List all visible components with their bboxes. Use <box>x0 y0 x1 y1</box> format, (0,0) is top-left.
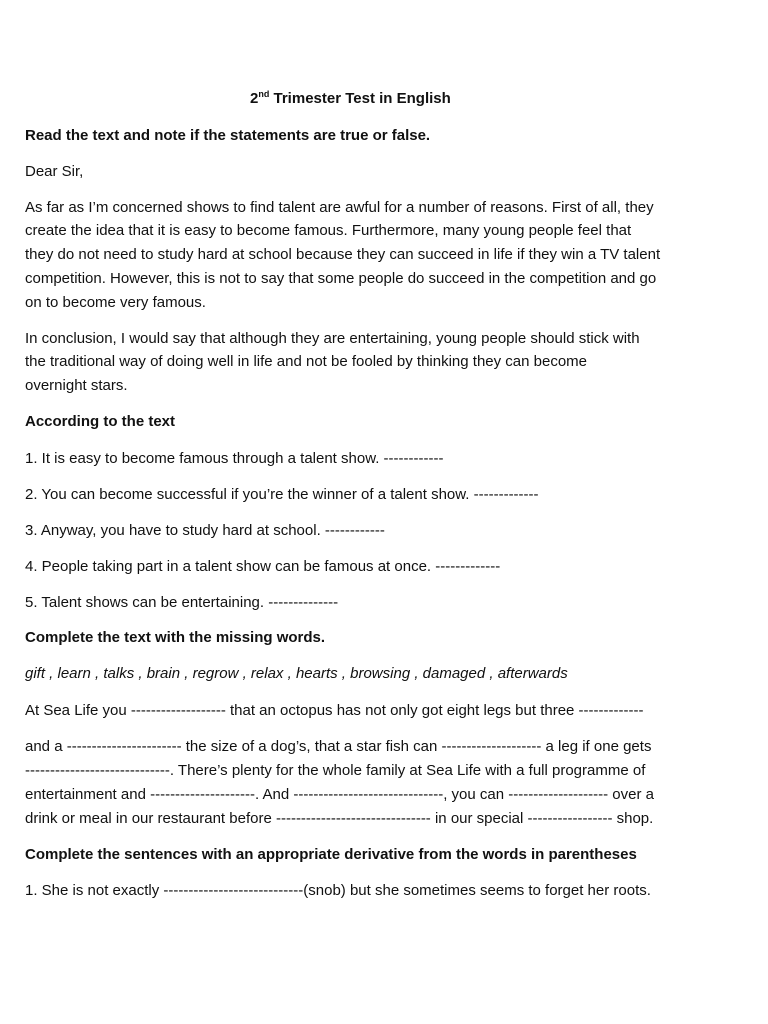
statement-3: 3. Anyway, you have to study hard at school. ------------ <box>25 522 385 539</box>
statement-1: 1. It is easy to become famous through a talent show. ------------ <box>25 450 444 467</box>
instruction-derivatives: Complete the sentences with an appropriate derivative from the words in parentheses <box>25 846 637 863</box>
letter-salutation: Dear Sir, <box>25 163 84 180</box>
page-title <box>250 90 451 108</box>
title-text: Trimester Test in English <box>269 90 451 107</box>
statement-4: 4. People taking part in a talent show can be famous at once. ------------- <box>25 558 501 575</box>
title-ordinal-suffix: nd <box>258 89 270 99</box>
cloze-line: entertainment and ---------------------. And ------------------------------, you can -------------------- over a <box>25 786 654 803</box>
instruction-missing-words: Complete the text with the missing words. <box>25 629 326 646</box>
letter-paragraph-2-line: overnight stars. <box>25 377 128 394</box>
statement-5: 5. Talent shows can be entertaining. -------------- <box>25 594 339 611</box>
cloze-line: drink or meal in our restaurant before ------------------------------- in our special ----------------- shop. <box>25 810 654 827</box>
letter-paragraph-1-line: on to become very famous. <box>25 294 206 311</box>
letter-paragraph-1-line: As far as I’m concerned shows to find talent are awful for a number of reasons. First of all, they <box>25 199 654 216</box>
cloze-line: At Sea Life you ------------------- that an octopus has not only got eight legs but three ------------- <box>25 702 644 719</box>
cloze-line: -----------------------------. There’s plenty for the whole family at Sea Life with a full programme of <box>25 762 646 779</box>
letter-paragraph-2-line: the traditional way of doing well in life and not be fooled by thinking they can become <box>25 353 588 370</box>
letter-paragraph-2-line: In conclusion, I would say that although they are entertaining, young people should stick with <box>25 330 640 347</box>
letter-paragraph-1-line: they do not need to study hard at school because they can succeed in life if they win a TV talent <box>25 246 661 263</box>
section-heading-according: According to the text <box>25 413 176 430</box>
statement-2: 2. You can become successful if you’re the winner of a talent show. ------------- <box>25 486 539 503</box>
letter-paragraph-1-line: create the idea that it is easy to become famous. Furthermore, many young people feel that <box>25 222 632 239</box>
word-bank: gift , learn , talks , brain , regrow , relax , hearts , browsing , damaged , afterwards <box>25 665 568 682</box>
title-ordinal: 2 <box>250 90 259 107</box>
letter-paragraph-1-line: competition. However, this is not to say that some people do succeed in the competition and go <box>25 270 657 287</box>
instruction-true-false: Read the text and note if the statements are true or false. <box>25 127 431 144</box>
cloze-line: and a ----------------------- the size of a dog’s, that a star fish can -------------------- a leg if one gets <box>25 738 652 755</box>
derivative-sentence-1: 1. She is not exactly ----------------------------(snob) but she sometimes seems to forget her roots. <box>25 882 651 899</box>
